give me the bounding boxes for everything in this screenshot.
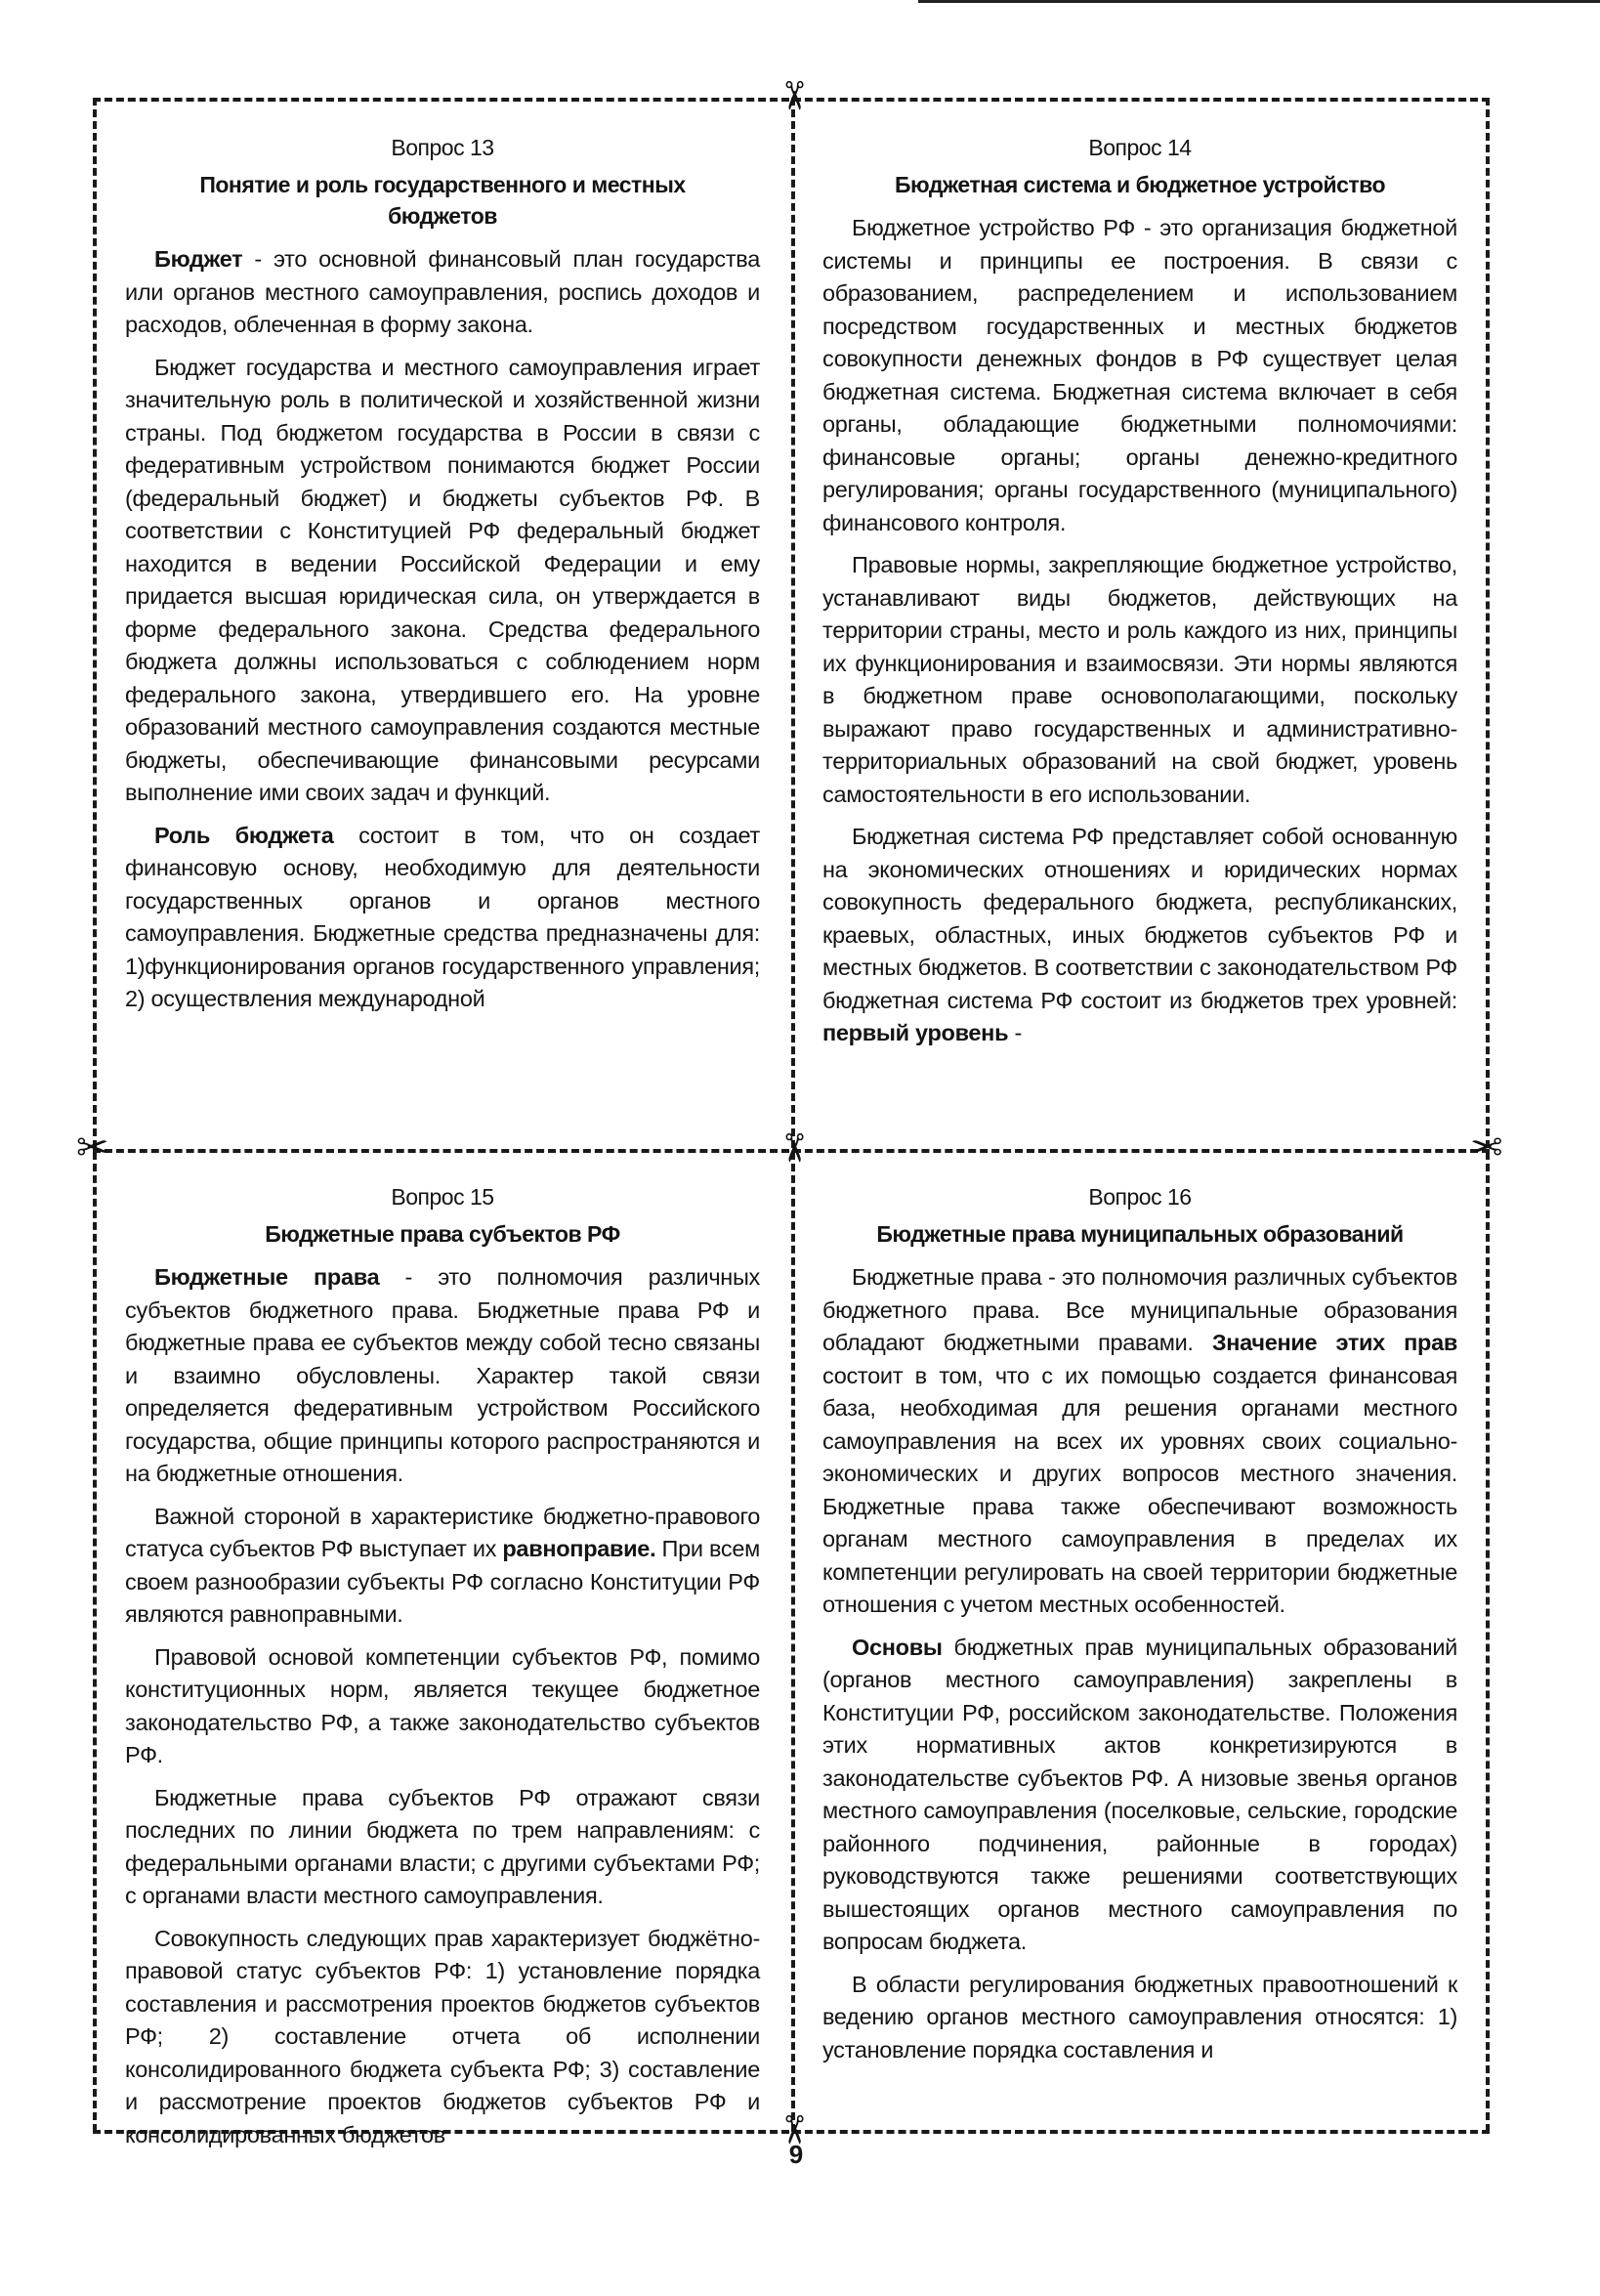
paragraph: Роль бюджета состоит в том, что он создает финансовую основу, необходимую для деятельности государственных органов и органов местного самоуправления. Бюджетные средства предназначены для: 1)функционирования органов государственного управления; 2) осуществления международной [125,822,760,1011]
paragraph: Бюджетное устройство РФ - это организация бюджетной системы и принципы ее построения. В связи с образованием, распределением и использованием посредством государственных и местных бюджетов совокупности денежных фондов в РФ существует целая бюджетная система. Бюджетная система включает в себя органы, обладающие бюджетными полномочиями: финансовые органы; органы денежно-кредитного регулирования; органы государственного (муниципального) финансового контроля. [822,215,1457,535]
paragraph: Бюджетная система РФ представляет собой основанную на экономических отношениях и юридических нормах совокупность федерального бюджета, республиканских, краевых, областных, иных бюджетов субъектов РФ и местных бюджетов. В соответствии с законодательством РФ бюджетная система РФ состоит из бюджетов трех уровней: первый уровень - [822,824,1457,1045]
question-title: Бюджетные права муниципальных образований [876,1221,1404,1247]
paragraph: Правовой основой компетенции субъектов РФ, помимо конституционных норм, является текущее бюджетное законодательство РФ, а также законодательство субъектов РФ. [125,1643,760,1767]
cut-line-left [93,98,97,2132]
paragraph: Бюджетные права - это полномочия различных субъектов бюджетного права. Бюджетные права РФ и бюджетные права ее субъектов между собой тесно связаны и взаимно обусловлены. Характер такой связи определяется федеративным устройством Российского государства, общие принципы которого распространяются и на бюджетные отношения. [125,1264,760,1486]
scissors-icon: ✂ [770,2113,816,2147]
question-number: Вопрос 15 [391,1184,494,1210]
scissors-icon: ✂ [76,1126,109,1170]
cut-line-center [791,98,795,2132]
paragraph: Бюджетные права - это полномочия различных субъектов бюджетного права. Все муниципальные образования обладают бюджетными правами. Значение этих прав состоит в том, что с их помощью создается финансовая база, необходимая для решения органами местного самоуправления на всех их уровнях своих социально-экономических и других вопросов местного значения. Бюджетные права также обеспечивают возможность органам местного самоуправления в пределах их компетенции регулировать на своей территории бюджетные отношения с учетом местных особенностей. [822,1264,1457,1617]
question-16-card [822,1184,1457,2120]
question-title: Бюджетная система и бюджетное устройство [894,172,1386,197]
scissors-icon: ✂ [770,79,816,112]
paragraph: Правовые нормы, закрепляющие бюджетное устройство, устанавливают виды бюджетов, действующих на территории страны, место и роль каждого из них, принципы их функционирования и взаимосвязи. Эти нормы являются в бюджетном праве основополагающими, поскольку выражают право государственных и административно-территориальных образований на свой бюджет, уровень самостоятельности в его использовании. [822,552,1457,807]
cut-line-right [1486,98,1490,2132]
question-number: Вопрос 16 [1088,1184,1192,1210]
question-15-card [125,1184,760,2147]
paragraph: Важной стороной в характеристике бюджетно-правового статуса субъектов РФ выступает их равноправие. При всем своем разнообразии субъекты РФ согласно Конституции РФ являются равноправными. [125,1503,760,1627]
question-number: Вопрос 13 [391,135,494,160]
paragraph: В области регулирования бюджетных правоотношений к ведению органов местного самоуправления относятся: 1) установление порядка составления и [822,1971,1457,2062]
paragraph: Совокупность следующих прав характеризует бюджётно-правовой статус субъектов РФ: 1) установление порядка составления и рассмотрения проектов бюджетов субъектов РФ; 2) составление отчета об исполнении консолидированного бюджета субъекта РФ; 3) составление и рассмотрение проектов бюджетов субъектов РФ и консолидированных бюджетов [125,1925,760,2147]
question-title: Понятие и роль государственного и местных бюджетов [199,172,686,229]
paragraph: Бюджет - это основной финансовый план государства или органов местного самоуправления, роспись доходов и расходов, облеченная в форму закона. [125,246,760,337]
question-number: Вопрос 14 [1088,135,1192,160]
paragraph: Бюджет государства и местного самоуправления играет значительную роль в политической и хозяйственной жизни страны. Под бюджетом государства в России в связи с федеративным устройством понимаются бюджет России (федеральный бюджет) и бюджеты субъектов РФ. В соответствии с Конституцией РФ федеральный бюджет находится в ведении Российской Федерации и ему придается высшая юридическая сила, он утверждается в форме федерального закона. Средства федерального бюджета должны использоваться с соблюдением норм федерального закона, утвердившего его. На уровне образований местного самоуправления создаются местные бюджеты, обеспечивающие финансовыми ресурсами выполнение ими своих задач и функций. [125,354,760,805]
question-13-card [125,135,760,1131]
scissors-icon: ✂ [1470,1126,1503,1170]
paragraph: Основы бюджетных прав муниципальных образований (органов местного самоуправления) закреплены в Конституции РФ, российском законодательстве. Положения этих нормативных актов конкретизируются в законодательстве субъектов РФ. А низовые звенья органов местного самоуправления (поселковые, сельские, городские районного подчинения, районные в городах) руководствуются также решениями соответствующих вышестоящих органов местного самоуправления по вопросам бюджета. [822,1634,1457,1954]
question-14-card [822,135,1457,1131]
question-title: Бюджетные права субъектов РФ [265,1221,620,1247]
scissors-icon: ✂ [770,1131,816,1165]
top-rule [918,0,1600,3]
paragraph: Бюджетные права субъектов РФ отражают связи последних по линии бюджета по трем направлениям: с федеральными органами власти; с другими субъектами РФ; с органами власти местного самоуправления. [125,1784,760,1908]
page-number: 9 [788,2140,804,2169]
